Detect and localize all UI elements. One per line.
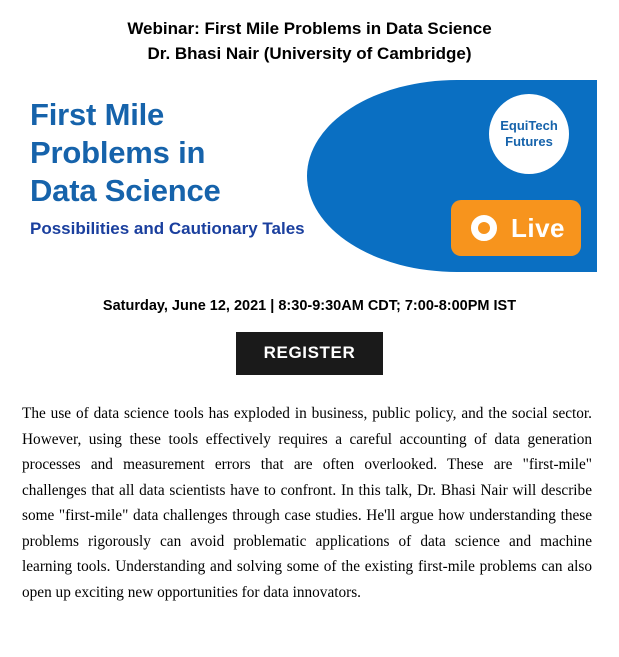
page-title-line-2: Dr. Bhasi Nair (University of Cambridge) <box>147 44 472 63</box>
logo-text-line-2: Futures <box>505 134 553 149</box>
banner-heading-line-1: First Mile <box>30 97 165 132</box>
live-badge-label: Live <box>510 212 566 243</box>
register-button-wrapper <box>0 332 619 375</box>
event-datetime: Saturday, June 12, 2021 | 8:30-9:30AM CDT; 7:00-8:00PM IST <box>102 298 517 314</box>
logo-text-line-1: EquiTech <box>500 118 558 133</box>
live-badge <box>451 200 581 256</box>
webinar-banner-image <box>22 80 597 272</box>
live-dot-icon <box>467 211 501 245</box>
equitech-futures-logo <box>489 94 569 174</box>
page-title-line-1: Webinar: First Mile Problems in Data Science <box>127 19 492 38</box>
register-button[interactable]: REGISTER <box>236 332 384 375</box>
banner-heading-line-2: Problems in <box>30 135 206 170</box>
banner-subtitle: Possibilities and Cautionary Tales <box>30 219 305 238</box>
description-paragraph: The use of data science tools has exploded in business, public policy, and the social sector. However, using these tools effectively requires a careful accounting of data generation processes and measurement errors that are often overlooked. These are "first-mile" challenges that all data scientists have to confront. In this talk, Dr. Bhasi Nair will describe some "first-mile" data challenges through case studies. He'll argue how understanding these problems rigorously can avoid problematic applications of data science and machine learning tools. Understanding and solving some of the existing first-mile problems can also open up exciting new opportunities for data innovators. <box>22 405 592 601</box>
page-title <box>0 0 619 66</box>
banner-text-block <box>30 96 380 240</box>
banner-heading-line-3: Data Science <box>30 173 221 208</box>
